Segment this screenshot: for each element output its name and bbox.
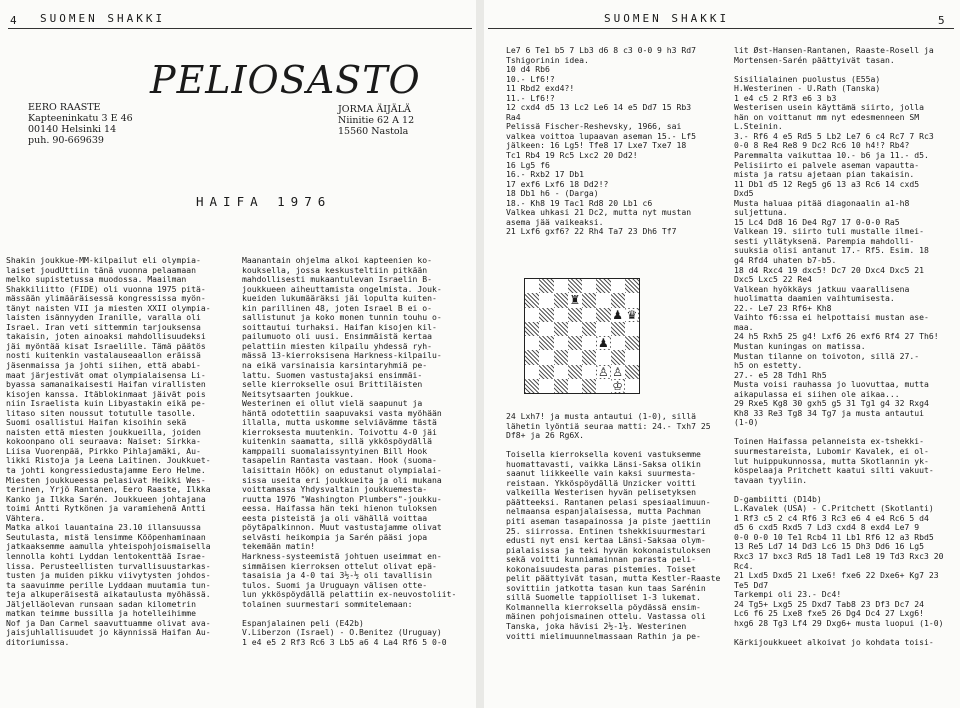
board-square: [554, 279, 568, 293]
board-square: [582, 336, 596, 350]
text-line: lissa. Perusteellisten turvallisuustarkas-: [6, 560, 211, 571]
text-line: suurmestareista, Lubomir Kavalek, ei ol-: [734, 445, 929, 456]
text-line: mässään ylimääräisessä kongressissa myön-: [6, 293, 206, 304]
text-line: tusten ja muiden pikku viivytysten johdos-: [6, 570, 211, 581]
article-column-1: [6, 256, 242, 696]
text-line: byassa samanaikaisesti Haifan virallisten: [6, 379, 206, 390]
text-line: L.Kavalek (USA) - C.Pritchett (Skotlanti): [734, 503, 934, 514]
text-line: Jäljelläolevan runsaan sadan kilometrin: [6, 598, 197, 609]
text-line: Pelisiirto ei palvele aseman vapautta-: [734, 159, 920, 170]
text-line: kin parillinen 48, joten Israel B ei o-: [242, 302, 433, 313]
board-square: [625, 350, 639, 364]
text-line: likki Ristoja ja Leena Laitinen. Joukkuet-: [6, 455, 211, 466]
text-line: Westerisen usein käyttämä siirto, jolla: [734, 102, 925, 113]
text-line: pöytäpalkinnon. Muut vastustajamme olivat: [242, 522, 442, 533]
left-page: [0, 0, 476, 708]
board-square: [625, 336, 639, 350]
board-square: [525, 279, 539, 293]
text-line: 13 Re5 Ld7 14 Dd3 Lc6 15 Dh3 Dd6 16 Lg5: [734, 541, 925, 552]
board-square: [554, 308, 568, 322]
address-line: Kapteeninkatu 3 E 46: [28, 113, 133, 124]
article-column-4: [734, 46, 956, 702]
text-line: Dxc5 Lxc5 22 Re4: [734, 274, 812, 285]
board-square: [568, 293, 582, 307]
text-line: voittamassa Yhdysvaltain joukkuemesta-: [242, 484, 428, 495]
text-line: kisojen kanssa. Itäblokinmaat jäivät pois: [6, 388, 206, 399]
text-line: lun ykköspöydällä pelattiin ex-neuvostoliit-: [242, 589, 457, 600]
text-line: Df8+ ja 26 Rg6X.: [506, 430, 584, 441]
text-line: 1 e4 e5 2 Rf3 Rc6 3 Lb5 a6 4 La4 Rf6 5 0-0: [242, 636, 447, 647]
text-line: Kanko ja Ilkka Sarén. Joukkueen johtajana: [6, 493, 206, 504]
text-line: 22.- Le7 23 Rf6+ Kh8: [734, 302, 832, 313]
text-line: D-gambiitti (D14b): [734, 493, 822, 504]
board-square: [596, 322, 610, 336]
text-line: kuitenkin saamatta, sillä ykköspöydällä: [242, 436, 433, 447]
board-square: [554, 379, 568, 393]
text-line: kokonaisuudesta paras pistemies. Toiset: [506, 563, 697, 574]
text-line: Valkean hyökkäys jatkuu vaarallisena: [734, 283, 910, 294]
text-line: lit Øst-Hansen-Rantanen, Raaste-Rosell ja: [734, 46, 934, 55]
text-line: mista ja ratsu ajetaan pian takaisin.: [734, 169, 915, 180]
text-line: 24 Tg5+ Lxg5 25 Dxd7 Tab8 23 Df3 Dc7 24: [734, 598, 925, 609]
editor-address-left: [28, 102, 133, 146]
article-column-3-top: [506, 46, 732, 268]
text-line: Pelissä Fischer-Reshevsky, 1966, sai: [506, 121, 682, 132]
board-square: [554, 293, 568, 307]
text-line: Kh8 33 Re3 Tg8 34 Tg7 ja musta antautui: [734, 407, 925, 418]
board-square: [625, 379, 639, 393]
text-line: piti aseman tasapainossa ja piste jaettiin: [506, 516, 711, 527]
text-line: 27.- e5 28 Tdh1 Rh5: [734, 369, 827, 380]
text-line: (1-0): [734, 417, 759, 428]
text-line: Westerinen ei ollut vielä saapunut ja: [242, 398, 423, 409]
text-line: Valkea uhkasi 21 Dc2, mutta nyt mustan: [506, 207, 692, 218]
text-line: hän on voittanut mm nyt edesmenneen SM: [734, 111, 920, 122]
text-line: Sisilialainen puolustus (E55a): [734, 73, 881, 84]
board-square: [525, 379, 539, 393]
text-line: 11 Db1 d5 12 Reg5 g6 13 a3 Rc6 14 cxd5: [734, 178, 920, 189]
text-line: 3.- Rf6 4 e5 Rd5 5 Lb2 Le7 6 c4 Rc7 7 Rc3: [734, 130, 934, 141]
board-square: [525, 308, 539, 322]
text-line: Mustan tilanne on toivoton, sillä 27.-: [734, 350, 920, 361]
text-line: soittautui turhaksi. Haifan kisojen kil-: [242, 321, 437, 332]
text-line: häntä odotettiin saapuvaksi vasta myöhään: [242, 407, 442, 418]
text-line: Le7 6 Te1 b5 7 Lb3 d6 8 c3 0-0 9 h3 Rd7: [506, 46, 697, 55]
text-line: 24 Lxh7! ja musta antautui (1-0), sillä: [506, 412, 697, 421]
text-line: kouksella, jossa keskusteltiin pitkään: [242, 264, 428, 275]
text-line: teja alkuperäisestä aikataulusta myöhässä.: [6, 589, 211, 600]
board-square: [625, 293, 639, 307]
section-heading: HAIFA 1976: [196, 194, 332, 209]
text-line: valkea voittoa lupaavan aseman 15.- Lf5: [506, 130, 697, 141]
text-line: sissa useita eri joukkueita ja oli mukana: [242, 474, 442, 485]
text-line: d5 6 cxd5 Rxd5 7 Ld3 cxd4 8 exd4 Le7 9: [734, 522, 920, 533]
text-line: lähetin lyöntiä seuraa matti: 24.- Txh7 25: [506, 420, 711, 431]
text-line: tasapelin Rantasta vastaan. Hook (suoma-: [242, 455, 437, 466]
text-line: asema jää vaikeaksi.: [506, 216, 604, 227]
text-line: kueiden lukumääräksi jäi lopulta kuiten-: [242, 293, 437, 304]
text-line: 1 Rf3 c5 2 c4 Rf6 3 Rc3 e6 4 e4 Rc6 5 d4: [734, 512, 929, 523]
text-line: suuksia olisi antanut 17.- Rf5. Esim. 18: [734, 245, 929, 256]
text-line: jaisjuhlallisuudet jo käynnissä Haifan Au-: [6, 627, 211, 638]
text-line: naisten että miesten joukkueilla, joiden: [6, 426, 201, 437]
right-running-header: SUOMEN SHAKKI: [604, 12, 730, 25]
board-square: [625, 365, 639, 379]
left-running-header: SUOMEN SHAKKI: [40, 12, 166, 25]
text-line: ta saavuimme perille Lyddaan muutamia tun-: [6, 579, 211, 590]
chess-piece: ♛: [626, 307, 638, 322]
board-square: [525, 293, 539, 307]
board-square: [568, 379, 582, 393]
text-line: 0-0 8 Re4 Re8 9 Dc2 Rc6 10 h4!? Rb4?: [734, 140, 910, 151]
text-line: Te5 Dd7: [734, 579, 769, 590]
text-line: edusti nyt ensi kertaa Länsi-Saksaa olym-: [506, 535, 706, 546]
text-line: maa.: [734, 321, 754, 332]
text-line: eesta pisteistä ja oli vähällä voittaa: [242, 512, 428, 523]
chess-diagram: [524, 278, 640, 394]
board-square: [611, 293, 625, 307]
text-line: pelit päättyivät tasan, mutta Kestler-Raaste: [506, 573, 721, 584]
text-line: 0-0 0-0 10 Te1 Rcb4 11 Lb1 Rf6 12 a3 Rbd5: [734, 531, 934, 542]
text-line: pialaisissa ja teki hyvän kokonaistuloksen: [506, 544, 711, 555]
text-line: mahdollisesti mukaantulevan Israelin B-: [242, 274, 433, 285]
text-line: Miesten joukkueessa pelasivat Heikki Wes-: [6, 474, 206, 485]
board-square: [582, 322, 596, 336]
board-square: [525, 336, 539, 350]
text-line: saanut liikkeelle vain kaksi suurmesta-: [506, 468, 697, 479]
text-line: sovittiin jatkotta tasan kun taas Sarénin: [506, 582, 706, 593]
board-square: [582, 379, 596, 393]
board-square: [611, 308, 625, 322]
board-square: [582, 350, 596, 364]
text-line: päätteeksi. Rantanen pelasi spesiaalimuun-: [506, 496, 711, 507]
text-line: matkan teimme bussilla ja hotelleihimme: [6, 608, 197, 619]
text-line: 18 Db1 h6 - (Darga): [506, 188, 599, 199]
text-line: joukkueen aiheuttamista ongelmista. Jouk-: [242, 283, 442, 294]
text-line: 16.- Rxb2 17 Db1: [506, 169, 584, 180]
board-square: [611, 365, 625, 379]
text-line: valkeilla Westerisen hyvän pelisetyksen: [506, 487, 697, 498]
text-line: aikapulassa ei siihen ole aikaa...: [734, 388, 900, 399]
editor-address-right: [338, 104, 414, 137]
board-square: [525, 322, 539, 336]
text-line: Mustan kuningas on matissa.: [734, 340, 866, 351]
text-line: Toinen Haifassa pelanneista ex-tshekki-: [734, 436, 925, 447]
text-line: pailumuoto oli uusi. Ensimmäistä kertaa: [242, 331, 433, 342]
board-square: [625, 308, 639, 322]
text-line: laisten isännyyden Iranille, varalla oli: [6, 312, 201, 323]
text-line: Tanska, joka hävisi 2½-1½. Westerinen: [506, 621, 687, 632]
text-line: h5 on estetty.: [734, 360, 803, 371]
text-line: Vaihto f6:ssa ei helpottaisi mustan ase-: [734, 312, 929, 323]
board-square: [596, 293, 610, 307]
text-line: lut huippukunnossa, mutta Skotlannin yk-: [734, 455, 929, 466]
text-line: niin Israelista kuin Libyastakin eikä pe-: [6, 398, 206, 409]
text-line: sillä Suomelle tappiolliset 1-3 lukemat.: [506, 592, 701, 603]
text-line: 25. siirrossa. Entinen tshekkisuurmestari: [506, 525, 706, 536]
text-line: terinen, Yrjö Rantanen, Eero Raaste, Ilkka: [6, 484, 211, 495]
text-line: huomattavasti, vaikka Länsi-Saksa olikin: [506, 458, 701, 469]
text-line: litaso siten noussut totutulle tasolle.: [6, 407, 197, 418]
text-line: voitti mielimuunnelmassaan Rathin ja pe-: [506, 630, 701, 641]
text-line: Dxd5: [734, 188, 754, 199]
board-square: [554, 350, 568, 364]
board-square: [568, 365, 582, 379]
text-line: jäi myöntää kisat Israelille. Tämä päätös: [6, 340, 206, 351]
board-square: [525, 365, 539, 379]
text-line: Neitsytsaarten joukkue.: [242, 388, 355, 399]
article-column-3-bottom: [506, 412, 732, 702]
board-square: [539, 365, 553, 379]
text-line: 18.- Kh8 19 Tac1 Rd8 20 Lb1 c6: [506, 197, 653, 208]
text-line: kokoonpano oli seuraava: Naiset: Sirkka-: [6, 436, 201, 447]
board-square: [554, 336, 568, 350]
board-square: [568, 350, 582, 364]
text-line: Seutulasta, mistä lensimme Kööpenhaminaan: [6, 531, 206, 542]
text-line: selvästi heikompia ja Sarén pääsi jopa: [242, 531, 428, 542]
board-square: [568, 279, 582, 293]
text-line: Kärkijoukkueet alkoivat jo kohdata toisi-: [734, 636, 934, 647]
text-line: Matka alkoi lauantaina 23.10 illansuussa: [6, 522, 201, 533]
text-line: Tshigorinin idea.: [506, 54, 589, 65]
board-square: [596, 379, 610, 393]
chess-piece: ♙: [612, 364, 623, 379]
board-square: [582, 279, 596, 293]
text-line: Liisa Vuorenpää, Pirkko Pihlajamäki, Au-: [6, 445, 201, 456]
address-line: EERO RAASTE: [28, 102, 101, 113]
right-page-number: 5: [938, 14, 945, 27]
left-page-number: 4: [10, 14, 17, 27]
text-line: 18 d4 Rxc4 19 dxc5! Dc7 20 Dxc4 Dxc5 21: [734, 264, 925, 275]
board-square: [568, 308, 582, 322]
text-line: jäsenmaissa ja johti siihen, että ababi-: [6, 360, 201, 371]
board-square: [611, 379, 625, 393]
article-column-2: [242, 256, 476, 696]
chess-piece: ♟: [597, 336, 609, 351]
board-square: [554, 322, 568, 336]
text-line: 17 exf6 Lxf6 18 Dd2!?: [506, 178, 609, 189]
chess-piece: ♟: [612, 307, 623, 322]
text-line: mässä 13-kierroksisena Harkness-kilpailu-: [242, 350, 442, 361]
text-line: kierroksesta muutenkin. Toivottu 4-0 jäi: [242, 426, 437, 437]
chess-piece: ♜: [569, 293, 581, 308]
text-line: Lc6 f6 25 Lxe8 fxe5 26 Dg4 Dc4 27 Lxg6!: [734, 608, 925, 619]
text-line: Tc1 Rb4 19 Rc5 Lxc2 20 Dd2!: [506, 150, 638, 161]
text-line: laiset joudUttiin tänä vuonna pelaamaan: [6, 264, 197, 275]
text-line: 12 cxd4 d5 13 Lc2 Le6 14 e5 Dd7 15 Rb3: [506, 102, 692, 113]
text-line: H.Westerinen - U.Rath (Tanska): [734, 83, 881, 94]
board-square: [539, 322, 553, 336]
text-line: illalla, mutta uskomme selviävämme tästä: [242, 417, 437, 428]
text-line: Musta haluaa pitää diagonaalin a1-h8: [734, 197, 910, 208]
board-square: [611, 279, 625, 293]
board-square: [596, 279, 610, 293]
text-line: toimi Antti Rytkönen ja varamiehenä Antti: [6, 503, 206, 514]
board-square: [611, 336, 625, 350]
text-line: sekä voitti kunniamainnan parasta peli-: [506, 554, 697, 565]
text-line: jälkeen: 16 Lg5! Tfe8 17 Lxe7 Txe7 18: [506, 140, 687, 151]
board-square: [611, 350, 625, 364]
text-line: lennolla kohti Lyddan lentokenttää Israe-: [6, 550, 206, 561]
text-line: Rc4.: [734, 560, 754, 571]
board-square: [582, 308, 596, 322]
board-square: [539, 279, 553, 293]
text-line: Kolmannella kierroksella pöydässä ensim-: [506, 601, 701, 612]
board-square: [525, 350, 539, 364]
text-line: nosti kuitenkin vastalauseaallon eräissä: [6, 350, 201, 361]
text-line: lattu. Suomen vastustajaksi ensimmäi-: [242, 369, 423, 380]
text-line: Toisella kierroksella koveni vastuksemme: [506, 449, 701, 460]
text-line: Tarkempi oli 23.- Dc4!: [734, 589, 842, 600]
address-line: 00140 Helsinki 14: [28, 124, 117, 135]
text-line: suljettuna.: [734, 207, 788, 218]
text-line: Israel. Iran veti sittemmin tarjouksensa: [6, 321, 201, 332]
chess-piece: ♔: [612, 378, 623, 393]
address-line: 15560 Nastola: [338, 126, 409, 137]
board-square: [625, 322, 639, 336]
text-line: laisittain Höök) on edustanut olympialai-: [242, 465, 442, 476]
right-header-rule: [488, 28, 954, 29]
board-square: [611, 322, 625, 336]
text-line: selle kierrokselle osui Brittiläisten: [242, 379, 423, 390]
text-line: V.Liberzon (Israel) - O.Benitez (Uruguay): [242, 627, 442, 638]
board-square: [596, 336, 610, 350]
text-line: Shakin joukkue-MM-kilpailut eli olympia-: [6, 256, 201, 265]
text-line: 11 Rbd2 exd4?!: [506, 83, 575, 94]
text-line: Rxc3 17 bxc3 Rd5 18 Tad1 Le8 19 Td3 Rxc3 20: [734, 550, 944, 561]
text-line: ta johti kongressiedustajamme Eero Helme.: [6, 465, 206, 476]
board-square: [539, 293, 553, 307]
text-line: L.Steinin.: [734, 121, 783, 132]
text-line: tänyt naisten VII ja miesten XXII olympia-: [6, 302, 211, 313]
text-line: reistaan. Ykköspöydällä Unzicker voitti: [506, 477, 697, 488]
text-line: 21 Lxd5 Dxd5 21 Lxe6! fxe6 22 Dxe6+ Kg7 23: [734, 570, 939, 581]
text-line: sesti yllätyksenä. Parempia mahdolli-: [734, 235, 915, 246]
board-square: [568, 336, 582, 350]
text-line: 29 Rxe5 Kg8 30 gxh5 g5 31 Tg1 g4 32 Rxg4: [734, 398, 929, 409]
text-line: 21 Lxf6 gxf6? 22 Rh4 Ta7 23 Dh6 Tf7: [506, 226, 677, 237]
text-line: Paremmalta vaikuttaa 10.- b6 ja 11.- d5.: [734, 150, 929, 161]
text-line: tolainen suurmestari sommitelemaan:: [242, 598, 413, 609]
text-line: Nof ja Dan Carmel saavuttuamme olivat ava-: [6, 617, 211, 628]
text-line: Espanjalainen peli (E42b): [242, 617, 364, 628]
board-square: [596, 308, 610, 322]
text-line: 24 h5 Rxh5 25 g4! Lxf6 26 exf6 Rf4 27 Th6!: [734, 331, 939, 342]
left-header-rule: [8, 28, 472, 29]
text-line: Harkness-systeemistä johtuen useimmat en-: [242, 550, 442, 561]
board-square: [582, 365, 596, 379]
text-line: köspelaaja Pritchett kaatui silti vakuut-: [734, 465, 934, 476]
text-line: Musta voisi rauhassa jo luovuttaa, mutta: [734, 379, 929, 390]
text-line: 10 d4 Rb6: [506, 64, 550, 75]
text-line: nelmaansa espanjalaisessa, mutta Pachman: [506, 506, 701, 517]
text-line: 15 Lc4 Dd8 16 De4 Rg7 17 0-0-0 Ra5: [734, 216, 900, 227]
address-line: JORMA ÄIJÄLÄ: [338, 104, 411, 115]
text-line: na eikä varsinaisia karsintaryhmiä pe-: [242, 360, 428, 371]
text-line: tasaisia ja 4-0 tai 3½-½ oli tavallisin: [242, 570, 433, 581]
text-line: huolimatta daamien vaihtumisesta.: [734, 293, 895, 304]
text-line: Mortensen-Sarén päättyivät tasan.: [734, 54, 895, 65]
text-line: takaisin, joten ainoaksi mahdollisuudeksi: [6, 331, 206, 342]
text-line: tavaan tyyliin.: [734, 474, 808, 485]
text-line: 16 Lg5 f6: [506, 159, 550, 170]
board-square: [539, 308, 553, 322]
text-line: ruutta 1976 "Washington Plumbers"-joukku-: [242, 493, 442, 504]
text-line: sallistunut ja koko monen tunnin touhu o-: [242, 312, 442, 323]
text-line: simmäisen kierroksen ottelut olivat epä-: [242, 560, 437, 571]
text-line: mäinen pohjoismainen ottelu. Vastassa oli: [506, 611, 706, 622]
page-gutter: [476, 0, 484, 708]
text-line: 1 e4 c5 2 Rf3 e6 3 b3: [734, 92, 837, 103]
board-square: [596, 365, 610, 379]
board-square: [568, 322, 582, 336]
text-line: Shakkiliitto (FIDE) oli vuonna 1975 pitä-: [6, 283, 206, 294]
text-line: jatkaaksemme aamulla yhteispohjoismaisella: [6, 541, 211, 552]
chess-piece: ♙: [597, 364, 609, 379]
text-line: g4 Rfd4 uhaten b7-b5.: [734, 255, 837, 266]
text-line: kamppaili suomalaissyntyinen Bill Hook: [242, 445, 428, 456]
board-square: [625, 279, 639, 293]
text-line: tulos. Suomi ja Uruguayn välisen otte-: [242, 579, 428, 590]
text-line: 10.- Lf6!?: [506, 73, 555, 84]
board-square: [582, 293, 596, 307]
text-line: ditoriumissa.: [6, 636, 70, 647]
text-line: tekemään matin!: [242, 541, 316, 552]
text-line: Vähtera.: [6, 512, 45, 523]
text-line: maat järjestivät omat olympialaisensa Li-: [6, 369, 206, 380]
page-title: PELIOSASTO: [150, 58, 421, 102]
text-line: pelattiin miesten kilpailu yhdessä ryh-: [242, 340, 433, 351]
text-line: Suomi osallistui Haifan kisoihin sekä: [6, 417, 187, 428]
board-square: [539, 336, 553, 350]
board-square: [596, 350, 610, 364]
address-line: puh. 90-669639: [28, 135, 104, 146]
text-line: hxg6 28 Tg3 Lf4 29 Dxg6+ musta luopui (1-0): [734, 617, 944, 628]
address-line: Niinitie 62 A 12: [338, 115, 415, 126]
board-square: [539, 379, 553, 393]
text-line: Ra4: [506, 111, 521, 122]
text-line: eessa. Haifassa hän teki hienon tuloksen: [242, 503, 437, 514]
text-line: 11.- Lf6!?: [506, 92, 555, 103]
board-square: [554, 365, 568, 379]
board-square: [539, 350, 553, 364]
text-line: melko supistetussa muodossa. Maailman: [6, 274, 187, 285]
text-line: Maanantain ohjelma alkoi kapteenien ko-: [242, 256, 433, 265]
text-line: Valkean 19. siirto tuli mustalle ilmei-: [734, 226, 925, 237]
